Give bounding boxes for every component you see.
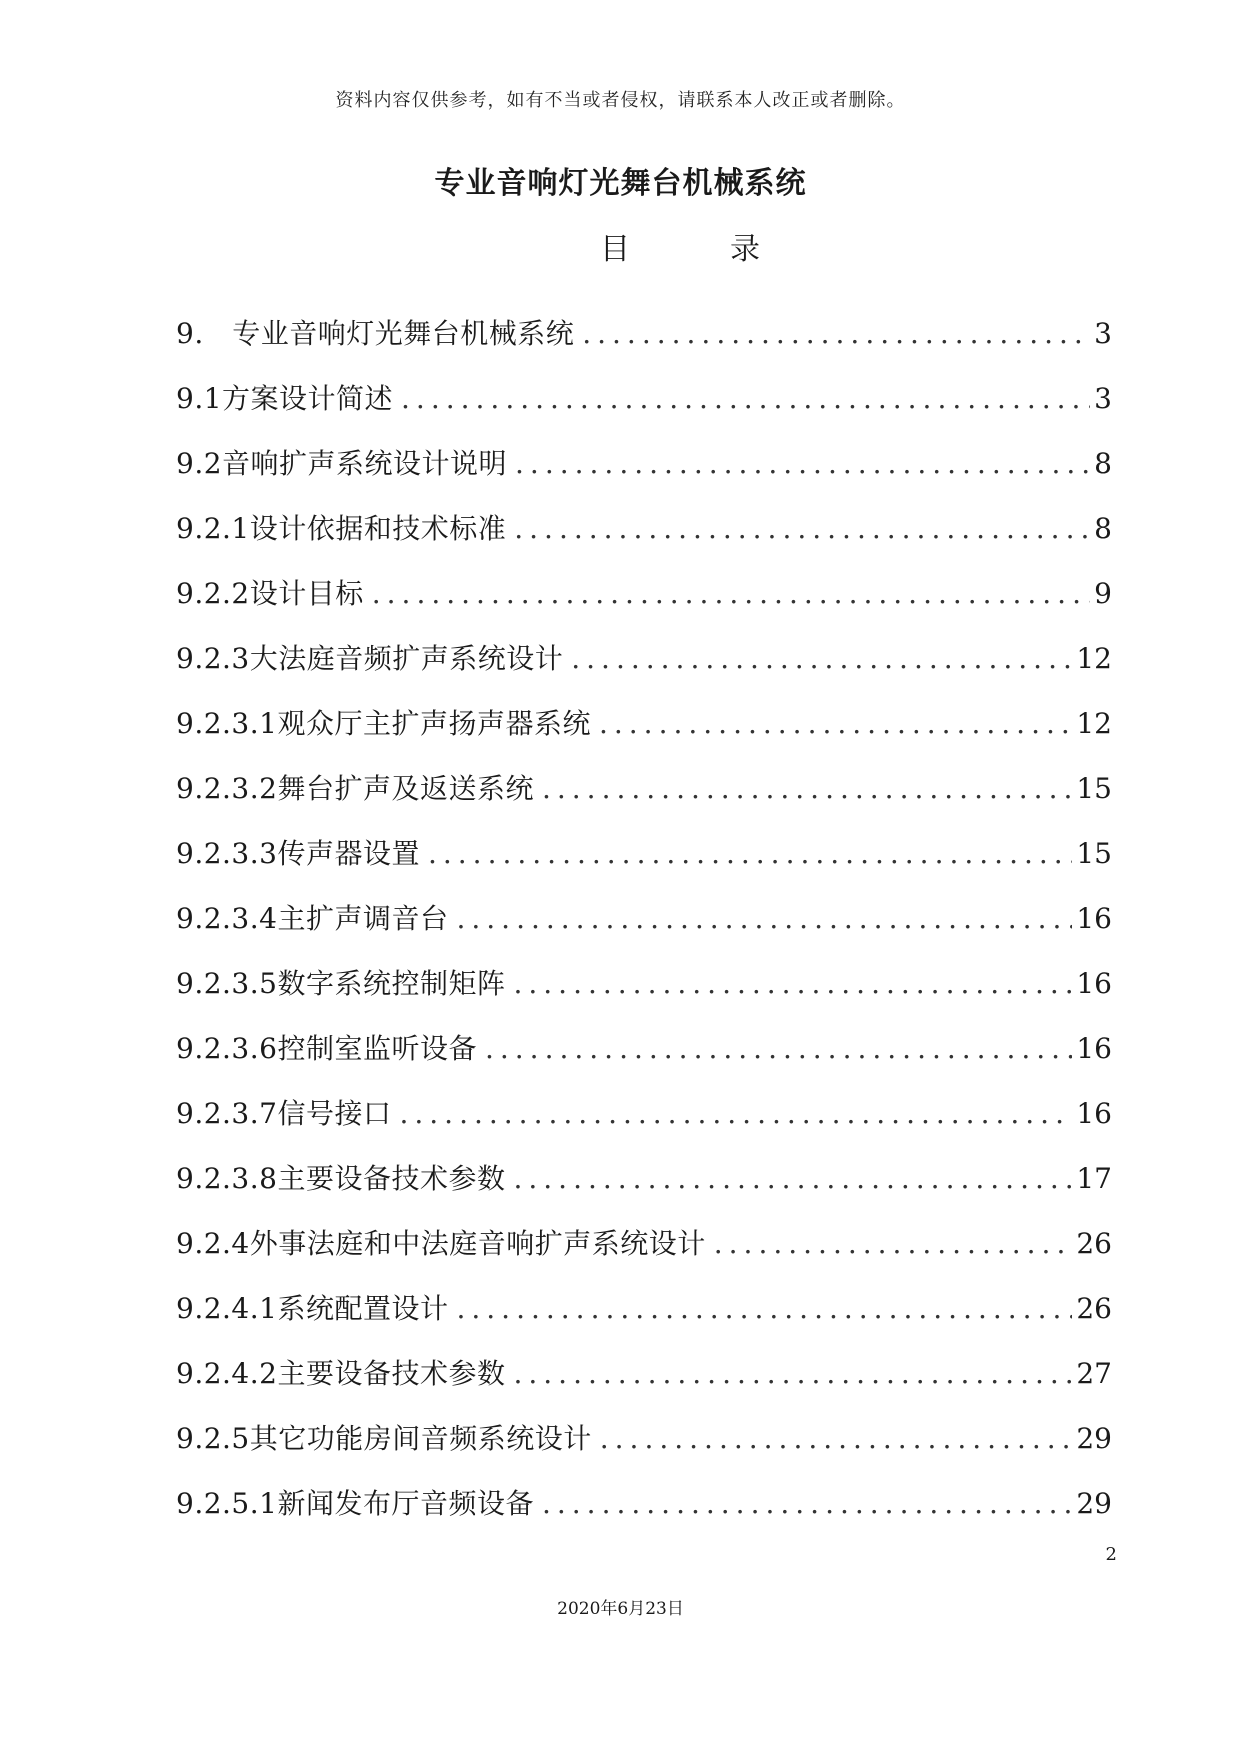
toc-entry-label: 9.2.3.2舞台扩声及返送系统: [176, 772, 534, 805]
toc-entry[interactable]: [176, 1066, 1112, 1131]
toc-dot-leader: [513, 1357, 1072, 1391]
toc-entry[interactable]: [176, 1391, 1112, 1456]
toc-entry[interactable]: [176, 806, 1112, 871]
toc-dot-leader: [513, 1162, 1072, 1196]
toc-entry[interactable]: [176, 1131, 1112, 1196]
toc-entry-label: 9.2.4.2主要设备技术参数: [176, 1357, 506, 1390]
toc-entry-page: 3: [1094, 382, 1112, 415]
toc-dot-leader: [401, 382, 1090, 416]
toc-entry-page: 16: [1076, 1032, 1112, 1065]
toc-dot-leader: [571, 642, 1072, 676]
toc-entry-label: 9.2.3大法庭音频扩声系统设计: [176, 642, 564, 675]
toc-entry[interactable]: [176, 741, 1112, 806]
toc-entry-label: 9.2.2设计目标: [176, 577, 364, 610]
toc-entry[interactable]: [176, 1001, 1112, 1066]
toc-dot-leader: [456, 1292, 1072, 1326]
toc-entry-page: 16: [1076, 902, 1112, 935]
toc-entry-page: 12: [1076, 707, 1112, 740]
toc-entry-page: 17: [1076, 1162, 1112, 1195]
toc-dot-leader: [456, 902, 1072, 936]
toc-entry[interactable]: [176, 546, 1112, 611]
toc-entry-label: 9.2.3.3传声器设置: [176, 837, 420, 870]
toc-entry-label: 9.2.5其它功能房间音频系统设计: [176, 1422, 592, 1455]
toc-dot-leader: [485, 1032, 1072, 1066]
toc-entry[interactable]: [176, 1261, 1112, 1326]
toc-entry-page: 12: [1076, 642, 1112, 675]
toc-entry-label: 9.2.3.5数字系统控制矩阵: [176, 967, 506, 1000]
toc-dot-leader: [542, 1487, 1072, 1521]
toc-entry-label: 9. 专业音响灯光舞台机械系统: [176, 317, 575, 350]
toc-entry-label: 9.2.3.7信号接口: [176, 1097, 392, 1130]
toc-entry-label: 9.2.5.1新闻发布厅音频设备: [176, 1487, 534, 1520]
toc-entry-label: 9.2.3.8主要设备技术参数: [176, 1162, 506, 1195]
toc-entry[interactable]: [176, 1456, 1112, 1521]
toc-entry-page: 29: [1076, 1487, 1112, 1520]
toc-entry[interactable]: [176, 611, 1112, 676]
toc-entry-page: 15: [1076, 772, 1112, 805]
toc-entry-page: 26: [1076, 1227, 1112, 1260]
toc-entry-page: 15: [1076, 837, 1112, 870]
toc-entry[interactable]: [176, 351, 1112, 416]
document-title: 专业音响灯光舞台机械系统: [434, 166, 807, 201]
toc-entry-label: 9.1方案设计简述: [176, 382, 394, 415]
toc-entry-label: 9.2音响扩声系统设计说明: [176, 447, 508, 480]
toc-entry[interactable]: [176, 286, 1112, 351]
toc-heading-char-1: 目: [600, 232, 630, 267]
toc-dot-leader: [582, 317, 1090, 351]
toc-dot-leader: [514, 512, 1090, 546]
toc-entry[interactable]: [176, 676, 1112, 741]
toc-entry-page: 3: [1094, 317, 1112, 350]
toc-dot-leader: [542, 772, 1072, 806]
toc-dot-leader: [399, 1097, 1072, 1131]
toc-entry-label: 9.2.4外事法庭和中法庭音响扩声系统设计: [176, 1227, 706, 1260]
toc-entry[interactable]: [176, 1326, 1112, 1391]
toc-entry-label: 9.2.3.4主扩声调音台: [176, 902, 449, 935]
footer-date: 2020年6月23日: [557, 1599, 684, 1619]
toc-entry-label: 9.2.1设计依据和技术标准: [176, 512, 507, 545]
toc-entry-page: 8: [1094, 512, 1112, 545]
toc-dot-leader: [372, 577, 1090, 611]
toc-dot-leader: [513, 967, 1072, 1001]
toc-entry[interactable]: [176, 871, 1112, 936]
toc-heading-char-2: 录: [730, 232, 760, 267]
toc-entry-label: 9.2.3.1观众厅主扩声扬声器系统: [176, 707, 591, 740]
table-of-contents: [176, 286, 1112, 1521]
toc-entry-label: 9.2.3.6控制室监听设备: [176, 1032, 477, 1065]
toc-entry-page: 29: [1076, 1422, 1112, 1455]
toc-dot-leader: [515, 447, 1090, 481]
toc-entry-page: 9: [1094, 577, 1112, 610]
toc-entry-page: 16: [1076, 967, 1112, 1000]
toc-entry-page: 27: [1076, 1357, 1112, 1390]
toc-dot-leader: [600, 1422, 1073, 1456]
toc-entry[interactable]: [176, 936, 1112, 1001]
page-number: 2: [1105, 1544, 1117, 1565]
toc-dot-leader: [714, 1227, 1073, 1261]
toc-entry[interactable]: [176, 1196, 1112, 1261]
toc-entry[interactable]: [176, 416, 1112, 481]
toc-entry-label: 9.2.4.1系统配置设计: [176, 1292, 449, 1325]
header-disclaimer: 资料内容仅供参考，如有不当或者侵权，请联系本人改正或者删除。: [335, 90, 906, 111]
toc-entry[interactable]: [176, 481, 1112, 546]
toc-dot-leader: [599, 707, 1072, 741]
toc-heading: [600, 224, 760, 268]
toc-entry-page: 8: [1094, 447, 1112, 480]
toc-entry-page: 26: [1076, 1292, 1112, 1325]
toc-dot-leader: [428, 837, 1072, 871]
toc-entry-page: 16: [1076, 1097, 1112, 1130]
